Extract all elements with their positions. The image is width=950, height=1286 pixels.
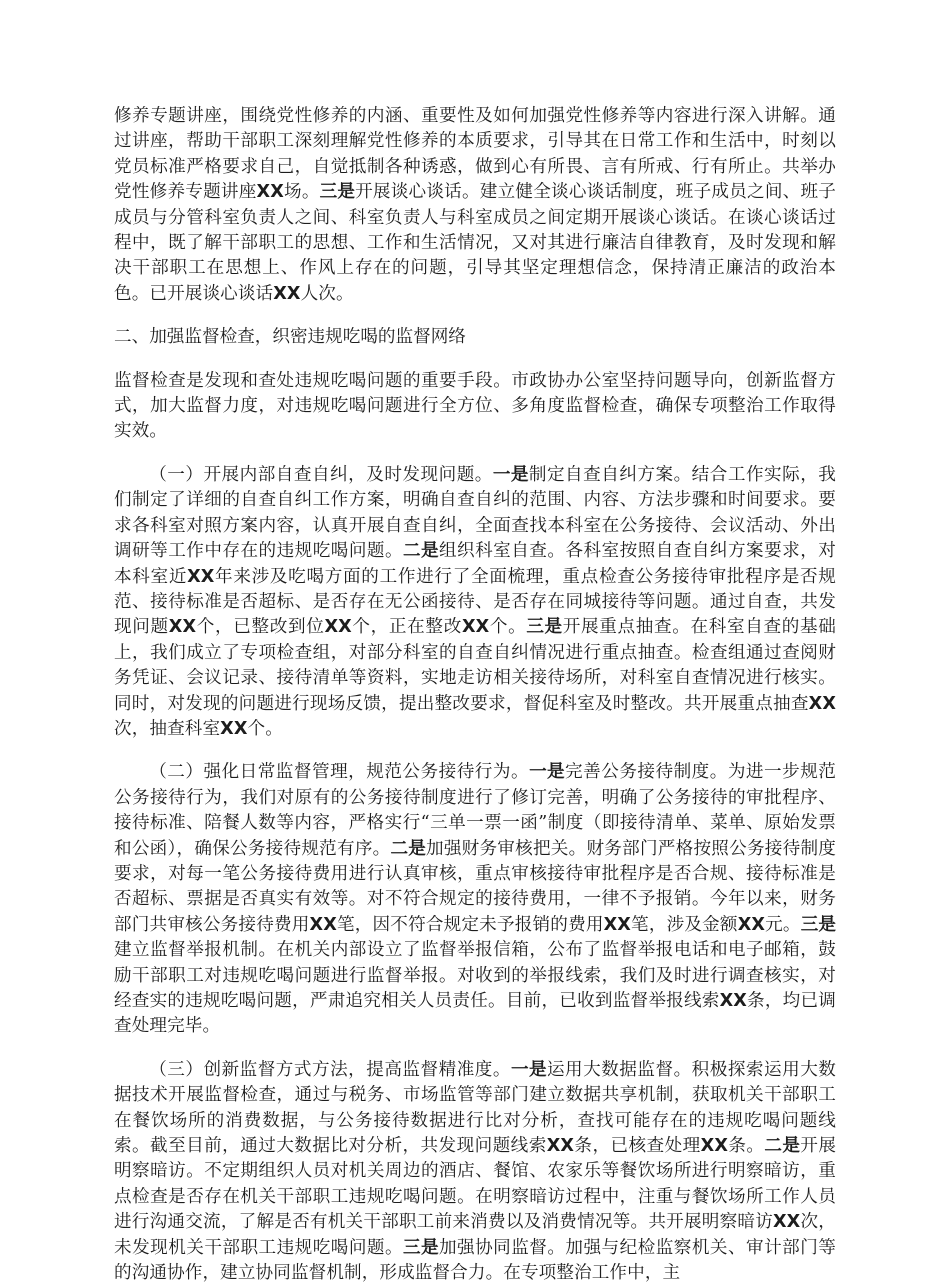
redacted-number: XX bbox=[700, 1136, 728, 1157]
body-paragraph bbox=[114, 104, 836, 307]
text-run: 个。 bbox=[489, 617, 527, 638]
body-paragraph bbox=[114, 760, 836, 1039]
redacted-number: XX bbox=[168, 617, 197, 638]
text-run: 条。 bbox=[728, 1136, 765, 1157]
enumeration-marker: 二是 bbox=[764, 1136, 801, 1157]
section-heading bbox=[114, 325, 836, 350]
text-run: 完善公务接待制度。为进一步规范公务接待行为，我们对原有的公务接待制度进行了修订完善，明确了公务接待的审批程序、接待标准、陪餐人数等内容，严格实行“三单一票一函”制度（即接待清单、菜单、原始发票和公函），确保公务接待规范有序。 bbox=[114, 762, 836, 859]
redacted-number: XX bbox=[187, 566, 215, 587]
redacted-number: XX bbox=[546, 1136, 575, 1157]
text-run: 场。 bbox=[283, 182, 320, 203]
text-run: 加强协同监督。加强与纪检监察机关、审计部门等的沟通协作，建立协同监督机制，形成监督合力。在专项整治工作中，主 bbox=[114, 1237, 836, 1284]
body-paragraph bbox=[114, 463, 836, 742]
text-run: 开展谈心谈话。建立健全谈心谈话制度，班子成员之间、班子成员与分管科室负责人之间、科室负责人与科室成员之间定期开展谈心谈话。在谈心谈话过程中，既了解干部职工的思想、工作和生活情况，又对其进行廉洁自律教育，及时发现和解决干部职工在思想上、作风上存在的问题，引导其坚定理想信念，保持清正廉洁的政治本色。已开展谈心谈话 bbox=[114, 182, 836, 304]
redacted-number: XX bbox=[773, 1212, 801, 1233]
text-run: （三）创新监督方式方法，提高监督精准度。 bbox=[149, 1059, 511, 1080]
enumeration-marker: 一是 bbox=[529, 762, 566, 783]
redacted-number: XX bbox=[324, 617, 352, 638]
text-run: 修养专题讲座，围绕党性修养的内涵、重要性及如何加强党性修养等内容进行深入讲解。通过讲座，帮助干部职工深刻理解党性修养的本质要求，引导其在日常工作和生活中，时刻以党员标准严格要求自己，自觉抵制各种诱惑，做到心有所畏、言有所戒、行有所止。共举办党性修养专题讲座 bbox=[114, 106, 836, 203]
redacted-number: XX bbox=[719, 991, 747, 1011]
redacted-number: XX bbox=[309, 914, 337, 935]
text-run: 次，未发现机关干部职工违规吃喝问题。 bbox=[114, 1212, 836, 1258]
enumeration-marker: 一是 bbox=[492, 464, 529, 485]
text-run: 条，已核查处理 bbox=[574, 1136, 701, 1157]
text-run: 个，正在整改 bbox=[351, 617, 462, 638]
text-run: 加强财务审核把关。财务部门严格按照公务接待制度要求，对每一笔公务接待费用进行认真审核，重点审核接待审批程序是否合规、接待标准是否超标、票据是否真实有效等。对不符合规定的接待费用，一律不予报销。今年以来，财务部门共审核公务接待费用 bbox=[114, 838, 836, 935]
text-run: 二、加强监督检查，织密违规吃喝的监督网络 bbox=[114, 327, 466, 348]
text-run: 笔，因不符合规定未予报销的费用 bbox=[336, 914, 604, 935]
enumeration-marker: 三是 bbox=[403, 1237, 439, 1258]
redacted-number: XX bbox=[603, 914, 631, 935]
redacted-number: XX bbox=[273, 283, 301, 304]
redacted-number: XX bbox=[256, 182, 284, 203]
text-run: 制定自查自纠方案。结合工作实际，我们制定了详细的自查自纠工作方案，明确自查自纠的范围、内容、方法步骤和时间要求。要求各科室对照方案内容，认真开展自查自纠，全面查找本科室在公务接待、会议活动、外出调研等工作中存在的违规吃喝问题。 bbox=[114, 464, 836, 562]
document-body bbox=[114, 104, 836, 1286]
text-run: 元。 bbox=[765, 914, 801, 935]
redacted-number: XX bbox=[461, 617, 490, 638]
text-run: 个。 bbox=[247, 718, 283, 739]
text-run: 开展明察暗访。不定期组织人员对机关周边的酒店、餐馆、农家乐等餐饮场所进行明察暗访，重点检查是否存在机关干部职工违规吃喝问题。在明察暗访过程中，注重与餐饮场所工作人员进行沟通交流，了解是否有机关干部职工前来消费以及消费情况等。共开展明察暗访 bbox=[114, 1136, 837, 1233]
text-run: 个，已整改到位 bbox=[196, 617, 325, 638]
text-run: 监督检查是发现和查处违规吃喝问题的重要手段。市政协办公室坚持问题导向，创新监督方式，加大监督力度，对违规吃喝问题进行全方位、多角度监督检查，确保专项整治工作取得实效。 bbox=[114, 370, 836, 442]
redacted-number: XX bbox=[220, 718, 248, 739]
text-run: 年来涉及吃喝方面的工作进行了全面梳理，重点检查公务接待审批程序是否规范、接待标准是否超标、是否存在无公函接待、是否存在同城接待等问题。通过自查，共发现问题 bbox=[114, 566, 836, 638]
enumeration-marker: 三是 bbox=[319, 182, 356, 203]
enumeration-marker: 一是 bbox=[510, 1059, 547, 1080]
enumeration-marker: 三是 bbox=[800, 914, 836, 935]
redacted-number: XX bbox=[737, 914, 766, 935]
text-run: 开展重点抽查。在科室自查的基础上，我们成立了专项检查组，对部分科室的自查自纠情况进行重点抽查。检查组通过查阅财务凭证、会议记录、接待清单等资料，实地走访相关接待场所，对科室自查情况进行核实。同时，对发现的问题进行现场反馈，提出整改要求，督促科室及时整改。共开展重点抽查 bbox=[114, 617, 836, 714]
enumeration-marker: 二是 bbox=[390, 838, 426, 859]
redacted-number: XX bbox=[808, 693, 836, 714]
text-run: 人次。 bbox=[300, 283, 354, 304]
body-paragraph bbox=[114, 369, 836, 445]
text-run: 笔，涉及金额 bbox=[630, 914, 738, 935]
text-run: （一）开展内部自查自纠，及时发现问题。 bbox=[149, 464, 493, 485]
enumeration-marker: 三是 bbox=[526, 617, 563, 638]
text-run: （二）强化日常监督管理，规范公务接待行为。 bbox=[149, 762, 530, 783]
text-run: 条，均已调查处理完毕。 bbox=[114, 991, 836, 1037]
enumeration-marker: 二是 bbox=[403, 541, 439, 562]
body-paragraph bbox=[114, 1058, 836, 1286]
text-run: 次，抽查科室 bbox=[114, 718, 221, 739]
text-run: 组织科室自查。各科室按照自查自纠方案要求，对本科室近 bbox=[114, 541, 836, 587]
text-run: 运用大数据监督。积极探索运用大数据技术开展监督检查，通过与税务、市场监管等部门建立数据共享机制，获取机关干部职工在餐饮场所的消费数据，与公务接待数据进行比对分析，查找可能存在的违规吃喝问题线索。截至目前，通过大数据比对分析，共发现问题线索 bbox=[114, 1059, 836, 1157]
text-run: 建立监督举报机制。在机关内部设立了监督举报信箱，公布了监督举报电话和电子邮箱，鼓励干部职工对违规吃喝问题进行监督举报。对收到的举报线索，我们及时进行调查核实，对经查实的违规吃喝问题，严肃追究相关人员责任。目前，已收到监督举报线索 bbox=[114, 940, 836, 1011]
